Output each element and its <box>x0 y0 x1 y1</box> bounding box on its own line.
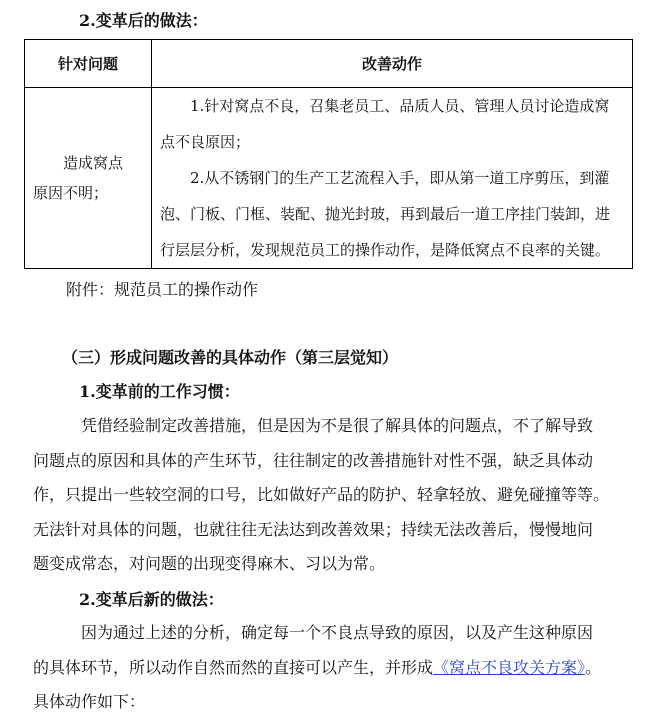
issue-text-line: 原因不明； <box>33 184 109 202</box>
paragraph-line: 题变成常态，对问题的出现变得麻木、习以为常。 <box>33 554 386 573</box>
after-heading: 2.变革后新的做法： <box>79 590 224 609</box>
plan-document-link[interactable]: 《窝点不良攻关方案》 <box>433 657 586 677</box>
paragraph-line: 凭借经验制定改善措施，但是因为不是很了解具体的问题点，不了解导致 <box>81 416 594 435</box>
paragraph-line: 具体动作如下： <box>33 692 146 711</box>
paragraph-line: 无法针对具体的问题，也就往往无法达到改善效果；持续无法改善后，慢慢地问 <box>33 519 594 539</box>
action-text-line: 行层层分析，发现规范员工的操作动作，是降低窝点不良率的关键。 <box>160 241 611 259</box>
before-heading: 1.变革前的工作习惯： <box>79 382 240 401</box>
section-heading-after-changes: 2.变革后的做法： <box>79 11 208 30</box>
column-header-issue: 针对问题 <box>25 40 152 88</box>
table-header-row <box>25 40 633 88</box>
table-row <box>25 88 633 269</box>
paragraph-line: 问题点的原因和具体的产生环节，往往制定的改善措施针对性不强，缺乏具体动 <box>33 450 594 470</box>
action-cell <box>152 88 633 269</box>
paragraph-line: 作，只提出一些较空洞的口号，比如做好产品的防护、轻拿轻放、避免碰撞等等。 <box>33 485 610 504</box>
action-text-line: 泡、门板、门框、装配、抛光封玻，再到最后一道工序挂门装卸，进 <box>160 205 611 223</box>
section-three-heading: （三）形成问题改善的具体动作（第三层觉知） <box>62 348 399 367</box>
before-paragraph <box>33 409 648 582</box>
paragraph-text: 。 <box>585 657 602 677</box>
after-paragraph <box>33 616 648 720</box>
action-text-line: 2.从不锈钢门的生产工艺流程入手，即从第一道工序剪压，到灌 <box>190 169 610 187</box>
problem-action-table <box>24 39 633 269</box>
issue-cell <box>25 88 152 269</box>
issue-text-line: 造成窝点 <box>63 154 124 172</box>
paragraph-line: 因为通过上述的分析，确定每一个不良点导致的原因，以及产生这种原因 <box>81 623 594 642</box>
column-header-action: 改善动作 <box>152 40 633 88</box>
attachment-note: 附件：规范员工的操作动作 <box>66 280 259 299</box>
paragraph-text: 的具体环节，所以动作自然而然的直接可以产生，并形成 <box>33 657 434 677</box>
action-text-line: 点不良原因； <box>160 133 251 151</box>
paragraph-line <box>33 651 648 686</box>
action-text-line: 1.针对窝点不良，召集老员工、品质人员、管理人员讨论造成窝 <box>190 97 610 115</box>
